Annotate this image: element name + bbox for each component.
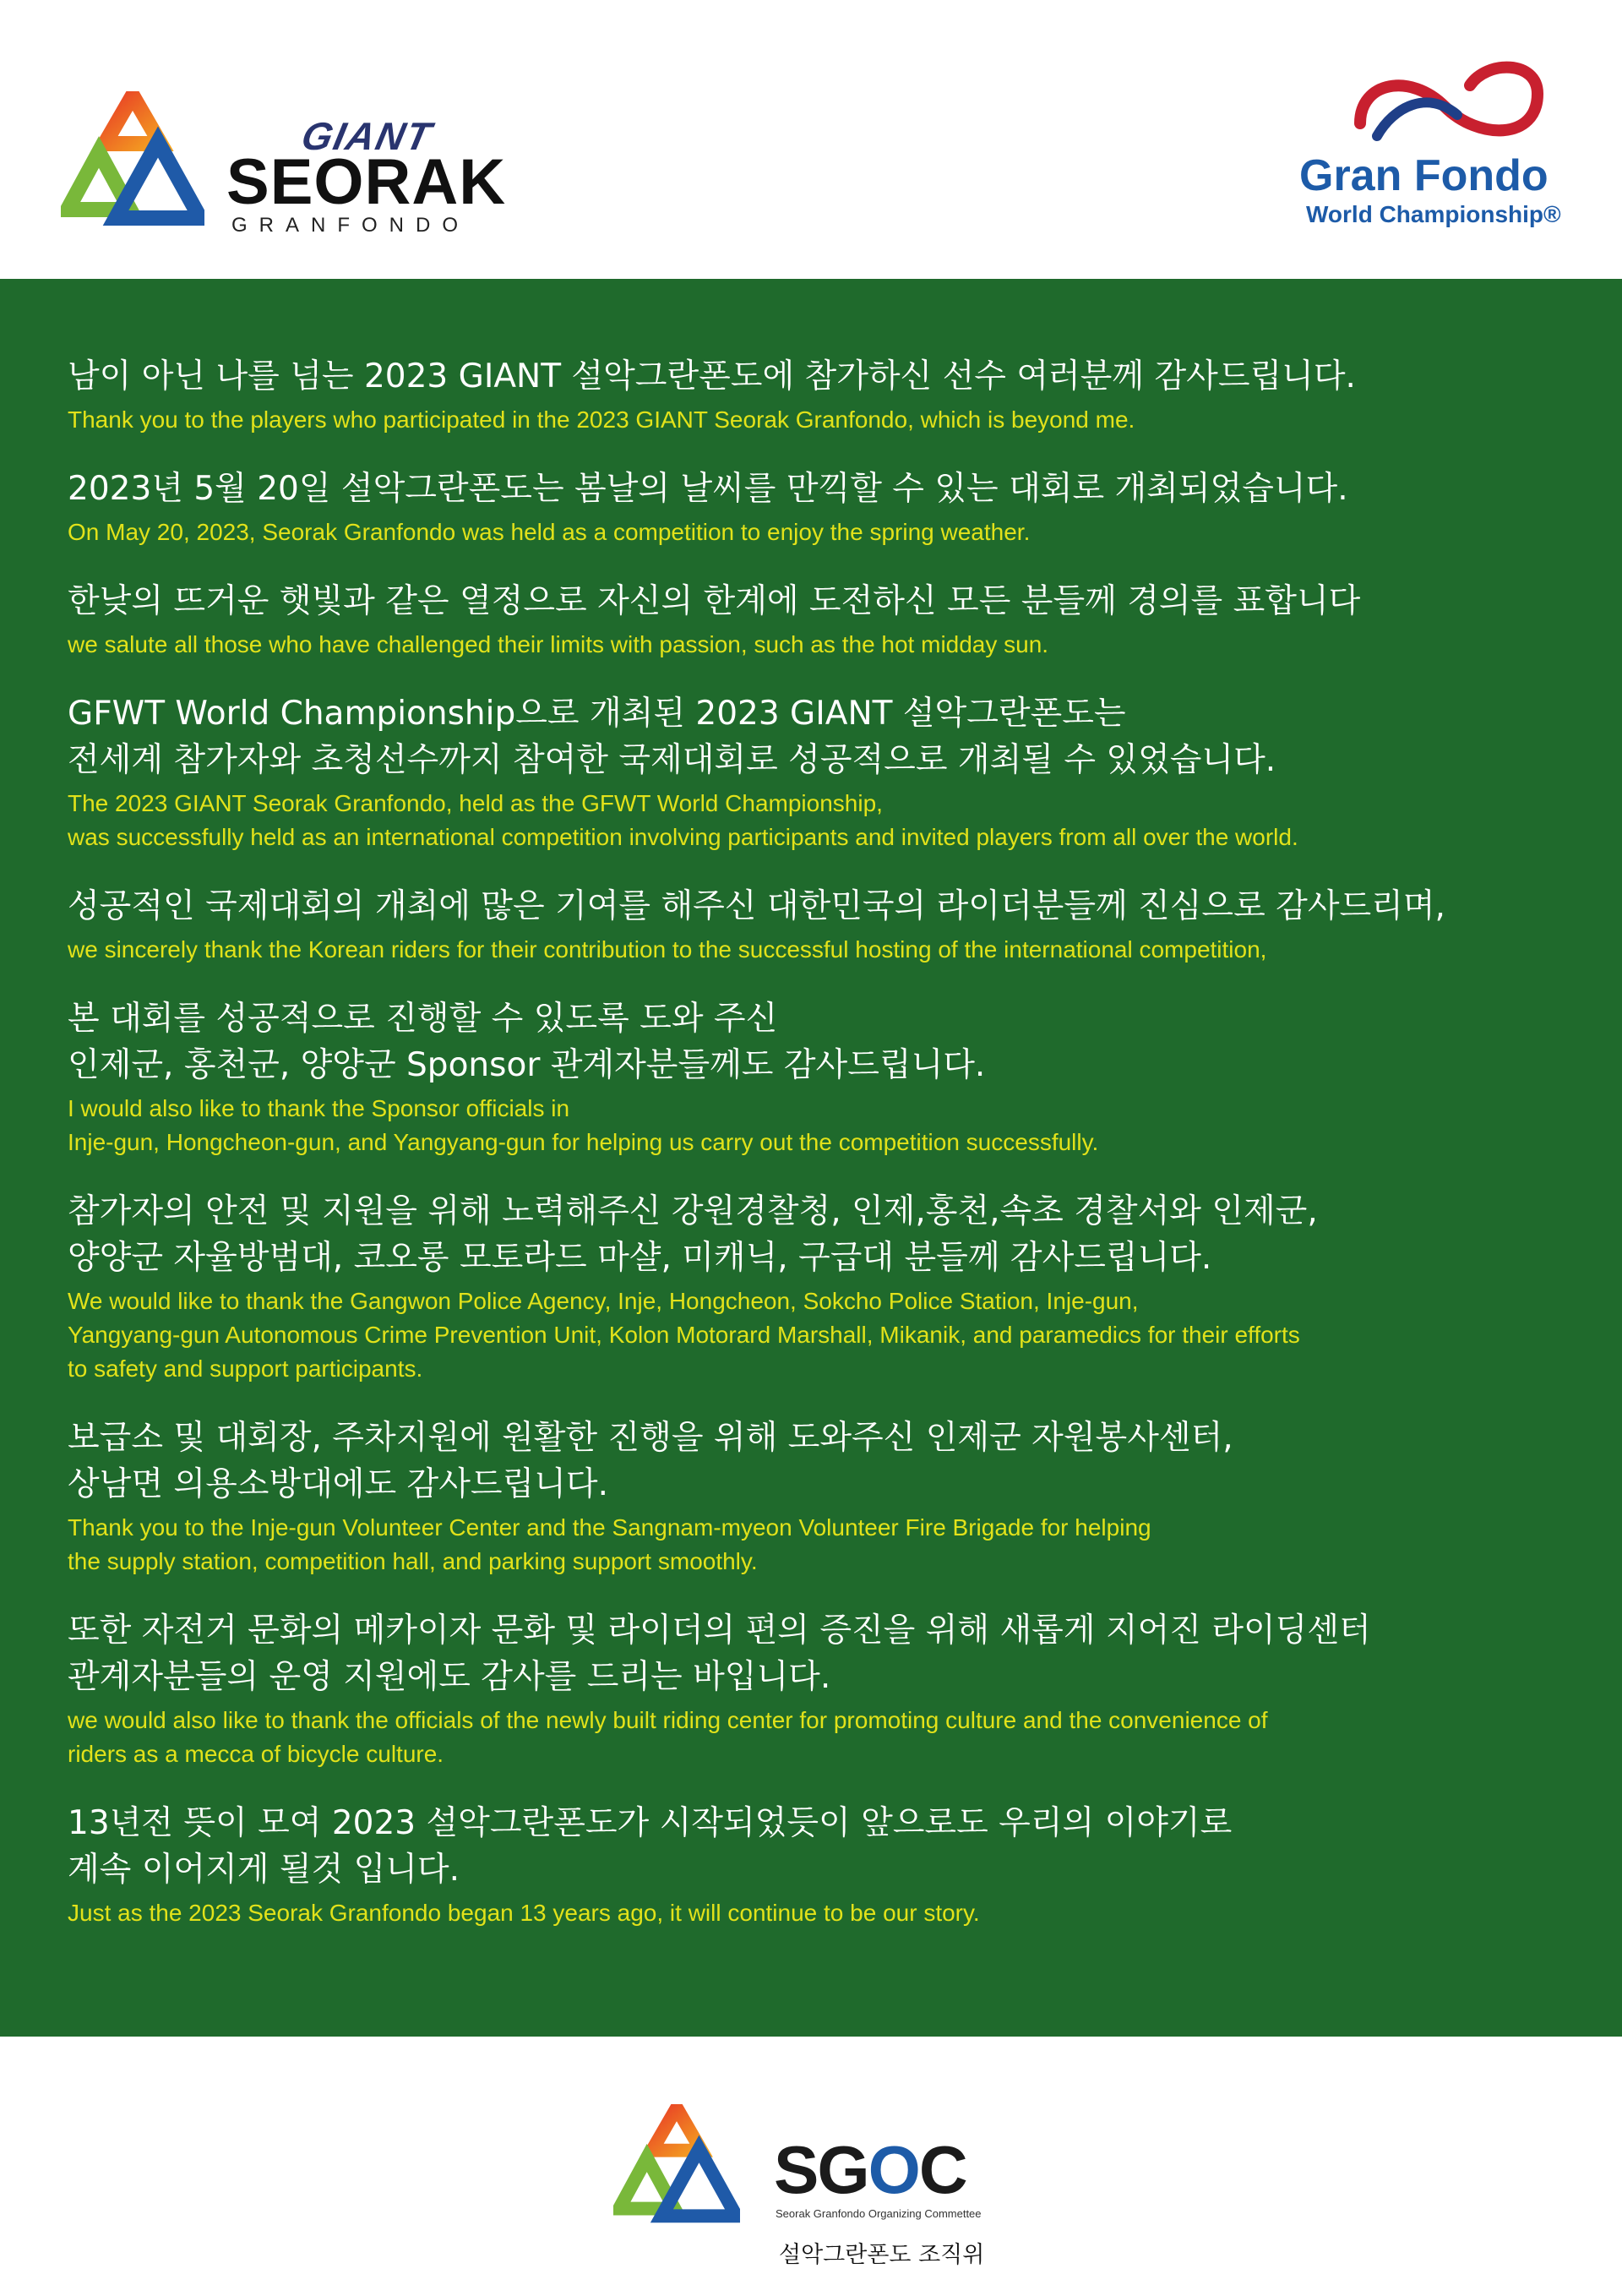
giant-wordmark: GIANT — [297, 114, 437, 158]
message-paragraph — [68, 1188, 1588, 1386]
korean-text: GFWT World Championship으로 개최된 2023 GIANT 설악그란폰도는 전세계 참가자와 초청선수까지 참여한 국제대회로 성공적으로 개최될 수 있었습니다. — [68, 695, 1276, 779]
message-paragraph — [68, 690, 1588, 854]
organizing-committee-korean-name: 설악그란폰도 조직위 — [779, 2242, 985, 2268]
gran-fondo-world-championship-logo — [1284, 51, 1571, 245]
triangle-mountain-icon — [61, 91, 204, 235]
korean-text: 성공적인 국제대회의 개최에 많은 기여를 해주신 대한민국의 라이더분들께 진심으로 감사드리며, — [68, 887, 1445, 925]
korean-text: 한낮의 뜨거운 햇빛과 같은 열정으로 자신의 한계에 도전하신 모든 분들께 경의를 표합니다 — [68, 582, 1361, 620]
message-paragraph — [68, 995, 1588, 1159]
giant-seorak-granfondo-logo — [61, 91, 517, 243]
seorak-wordmark: SEORAK — [226, 146, 507, 218]
message-paragraph — [68, 578, 1588, 662]
korean-text: 본 대회를 성공적으로 진행할 수 있도록 도와 주신 인제군, 홍천군, 양양군 Sponsor 관계자분들께도 감사드립니다. — [68, 1000, 986, 1084]
korean-text: 남이 아닌 나를 넘는 2023 GIANT 설악그란폰도에 참가하신 선수 여러분께 감사드립니다. — [68, 357, 1356, 395]
message-paragraphs — [68, 353, 1588, 1959]
english-text: We would like to thank the Gangwon Police Agency, Inje, Hongcheon, Sokcho Police Station, Inje-gun, Yangyang-gun Autonomous Crime Prevention Unit, Kolon Motorard Marshall, Mikanik, and paramedics for their efforts to safety and support participants. — [68, 1288, 1300, 1382]
sgoc-prefix: SG — [774, 2132, 868, 2207]
header — [0, 0, 1622, 279]
infinity-loop-icon — [1343, 56, 1554, 149]
english-text: Thank you to the Inje-gun Volunteer Center and the Sangnam-myeon Volunteer Fire Brigade for helping the supply station, competition hall, and parking support smoothly. — [68, 1514, 1151, 1574]
footer — [0, 2037, 1622, 2296]
message-paragraph — [68, 883, 1588, 967]
korean-text: 참가자의 안전 및 지원을 위해 노력해주신 강원경찰청, 인제,홍천,속초 경찰서와 인제군, 양양군 자율방범대, 코오롱 모토라드 마샬, 미캐닉, 구급대 분들께 감사드립니다. — [68, 1192, 1318, 1277]
sgoc-o: O — [868, 2132, 919, 2207]
message-paragraph — [68, 1415, 1588, 1579]
organizing-committee-name: Seorak Granfondo Organizing Commettee — [776, 2207, 982, 2220]
english-text: we would also like to thank the officials of the newly built riding center for promoting culture and the convenience of riders as a mecca of bicycle culture. — [68, 1707, 1268, 1767]
english-text: we sincerely thank the Korean riders for their contribution to the successful hosting of the international competition, — [68, 936, 1267, 963]
english-text: we salute all those who have challenged their limits with passion, such as the hot midday sun. — [68, 631, 1049, 657]
english-text: Thank you to the players who participated in the 2023 GIANT Seorak Granfondo, which is beyond me. — [68, 406, 1135, 433]
triangle-mountain-icon — [613, 2104, 740, 2231]
korean-text: 또한 자전거 문화의 메카이자 문화 및 라이더의 편의 증진을 위해 새롭게 지어진 라이딩센터 관계자분들의 운영 지원에도 감사를 드리는 바입니다. — [68, 1612, 1371, 1696]
english-text: On May 20, 2023, Seorak Granfondo was held as a competition to enjoy the spring weather. — [68, 519, 1031, 545]
message-paragraph — [68, 353, 1588, 437]
sgoc-wordmark — [774, 2132, 966, 2207]
message-paragraph — [68, 1800, 1588, 1930]
korean-text: 2023년 5월 20일 설악그란폰도는 봄날의 날씨를 만끽할 수 있는 대회로 개최되었습니다. — [68, 470, 1348, 508]
korean-text: 보급소 및 대회장, 주차지원에 원활한 진행을 위해 도와주신 인제군 자원봉사센터, 상남면 의용소방대에도 감사드립니다. — [68, 1419, 1233, 1503]
brand-wordmark — [226, 114, 581, 237]
gran-fondo-title: Gran Fondo — [1299, 151, 1549, 200]
message-paragraph — [68, 1607, 1588, 1771]
thank-you-message-panel — [0, 279, 1622, 2037]
english-text: I would also like to thank the Sponsor officials in Inje-gun, Hongcheon-gun, and Yangyang-gun for helping us carry out the competition successfully. — [68, 1095, 1099, 1155]
message-paragraph — [68, 466, 1588, 549]
english-text: The 2023 GIANT Seorak Granfondo, held as the GFWT World Championship, was successfully held as an international competition involving participants and invited players from all over the world. — [68, 790, 1298, 850]
sgoc-suffix: C — [918, 2132, 966, 2207]
sgoc-logo — [613, 2104, 1019, 2282]
english-text: Just as the 2023 Seorak Granfondo began 13 years ago, it will continue to be our story. — [68, 1900, 980, 1926]
korean-text: 13년전 뜻이 모여 2023 설악그란폰도가 시작되었듯이 앞으로도 우리의 이야기로 계속 이어지게 될것 입니다. — [68, 1804, 1233, 1889]
world-championship-subtitle: World Championship® — [1306, 201, 1561, 227]
granfondo-wordmark: GRANFONDO — [231, 214, 470, 237]
